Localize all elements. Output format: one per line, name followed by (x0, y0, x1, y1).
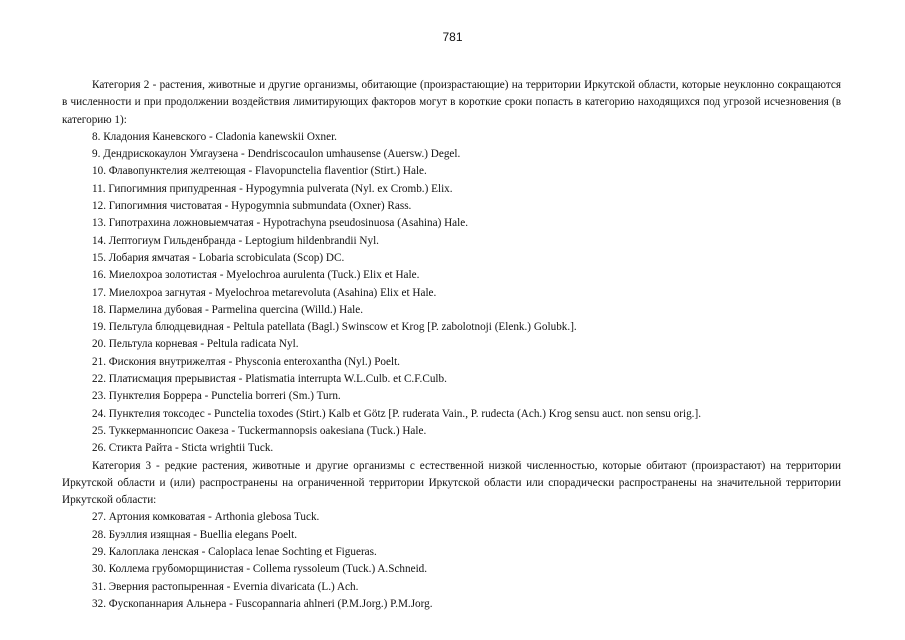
list-item: 32. Фускопаннария Альнера - Fuscopannaria ahlneri (P.M.Jorg.) P.M.Jorg. (92, 597, 433, 610)
list-item: 19. Пельтула блюдцевидная - Peltula patellata (Bagl.) Swinscow et Krog [P. zabolotnoji (Elenk.) Golubk.]. (92, 321, 577, 334)
list-item: 29. Калоплака ленская - Caloplaca lenae Sochting et Figueras. (92, 546, 377, 559)
list-item: 18. Пармелина дубовая - Parmelina quercina (Willd.) Hale. (92, 303, 364, 316)
list-item: 22. Платисмация прерывистая - Platismatia interrupta W.L.Culb. et C.F.Culb. (92, 373, 447, 386)
list-item: 16. Миелохроа золотистая - Myelochroa aurulenta (Tuck.) Elix et Hale. (92, 269, 420, 282)
list-item: 8. Кладония Каневского - Cladonia kanewskii Oxner. (92, 130, 337, 143)
category-2-list (62, 129, 841, 458)
list-item: 13. Гипотрахина ложновыемчатая - Hypotrachyna pseudosinuosa (Asahina) Hale. (92, 217, 469, 230)
list-item: 11. Гипогимния припудренная - Hypogymnia pulverata (Nyl. ex Cromb.) Elix. (92, 182, 453, 195)
category-3-intro: Категория 3 - редкие растения, животные и другие организмы с естественной низкой численностью, которые обитают (произрастают) на территории Иркутской области и (или) распространены на ограниченной территории Иркутской области или спорадически распространены на значительной территории Иркутской области: (62, 459, 841, 507)
category-3-list (62, 509, 841, 613)
list-item: 12. Гипогимния чистоватая - Hypogymnia submundata (Oxner) Rass. (92, 200, 412, 213)
list-item: 21. Фискония внутрижелтая - Physconia enteroxantha (Nyl.) Poelt. (92, 355, 400, 368)
list-item: 23. Пунктелия Боррера - Punctelia borreri (Sm.) Turn. (92, 390, 341, 403)
list-item: 30. Коллема грубоморщинистая - Collema ryssoleum (Tuck.) A.Schneid. (92, 563, 428, 576)
list-item: 25. Туккерманнопсис Оакеза - Tuckermannopsis oakesiana (Tuck.) Hale. (92, 424, 427, 437)
page-number: 781 (442, 30, 463, 44)
list-item: 27. Артония комковатая - Arthonia glebosa Tuck. (92, 511, 320, 524)
list-item: 17. Миелохроа загнутая - Myelochroa metarevoluta (Asahina) Elix et Hale. (92, 286, 437, 299)
list-item: 24. Пунктелия токсодес - Punctelia toxodes (Stirt.) Kalb et Gӧtz [P. ruderata Vain., P. rudecta (Ach.) Krog sensu auct. non sensu orig.]. (92, 407, 702, 420)
list-item: 14. Лептогиум Гильденбранда - Leptogium hildenbrandii Nyl. (92, 234, 379, 247)
list-item: 26. Стикта Райта - Sticta wrightii Tuck. (92, 442, 274, 455)
list-item: 9. Дендрискокаулон Умгаузена - Dendriscocaulon umhausense (Auersw.) Degel. (92, 148, 461, 161)
list-item: 15. Лобария ямчатая - Lobaria scrobiculata (Scop) DC. (92, 251, 345, 264)
list-item: 10. Флавопунктелия желтеющая - Flavopunctelia flaventior (Stirt.) Hale. (92, 165, 427, 178)
list-item: 20. Пельтула корневая - Peltula radicata Nyl. (92, 338, 299, 351)
list-item: 28. Буэллия изящная - Buellia elegans Poelt. (92, 528, 298, 541)
category-2-intro: Категория 2 - растения, животные и другие организмы, обитающие (произрастающие) на территории Иркутской области, которые неуклонно сокращаются в численности и при продолжении воздействия лимитирующих факторов могут в короткие сроки попасть в категорию находящихся под угрозой исчезновения (в категорию 1): (62, 79, 841, 126)
list-item: 31. Эверния растопыренная - Evernia divaricata (L.) Ach. (92, 580, 359, 593)
document-body (62, 77, 841, 613)
